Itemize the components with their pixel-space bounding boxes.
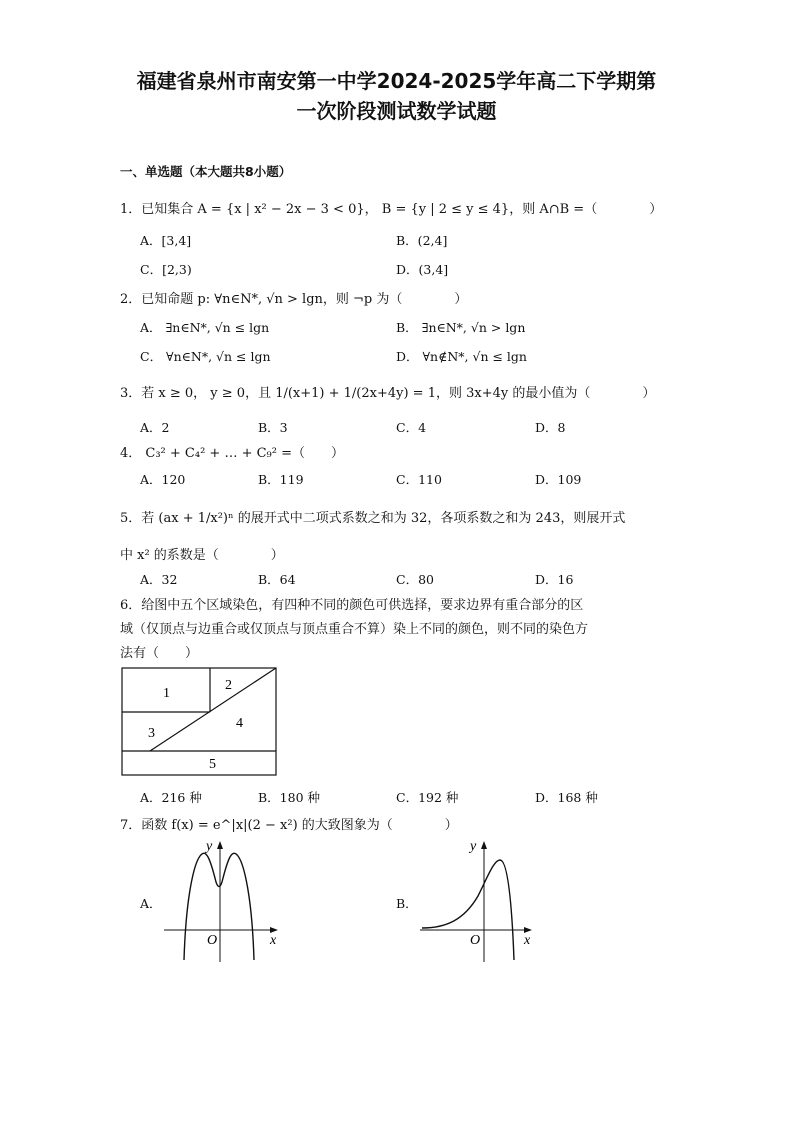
q2-option-a[interactable]: A． ∃n∈N*, √n ≤ lgn — [140, 320, 270, 335]
x-axis-label-b: x — [524, 933, 531, 948]
region-3-label: 3 — [148, 726, 155, 741]
question-7: 7．函数 f(x) = e^|x|(2 − x²) 的大致图象为（ ） — [120, 818, 458, 833]
region-1-label: 1 — [163, 686, 170, 701]
q6-option-d[interactable]: D．168 种 — [535, 790, 598, 805]
q2-option-c[interactable]: C． ∀n∈N*, √n ≤ lgn — [140, 349, 271, 364]
q7-option-b[interactable]: B． — [396, 896, 418, 911]
origin-label-a: O — [207, 933, 218, 948]
y-axis-label-b: y — [470, 839, 477, 854]
title-line-1: 福建省泉州市南安第一中学2024-2025学年高二下学期第 — [136, 69, 657, 93]
question-3: 3．若 x ≥ 0， y ≥ 0，且 1/(x+1) + 1/(2x+4y) = 1，则 3x+4y 的最小值为（ ） — [120, 386, 656, 401]
q5-option-c[interactable]: C．80 — [396, 572, 434, 587]
q2-option-d[interactable]: D． ∀n∉N*, √n ≤ lgn — [396, 349, 527, 364]
x-axis-label-a: x — [270, 933, 277, 948]
q6-option-c[interactable]: C．192 种 — [396, 790, 459, 805]
question-6-line-1: 6．给图中五个区域染色，有四种不同的颜色可供选择，要求边界有重合部分的区 — [120, 598, 584, 613]
title-line-2: 一次阶段测试数学试题 — [296, 99, 497, 123]
q4-option-a[interactable]: A．120 — [140, 472, 186, 487]
q3-option-b[interactable]: B．3 — [258, 420, 288, 435]
q6-option-b[interactable]: B．180 种 — [258, 790, 321, 805]
q3-option-c[interactable]: C．4 — [396, 420, 427, 435]
question-1: 1．已知集合 A = {x | x² − 2x − 3 < 0}， B = {y | 2 ≤ y ≤ 4}，则 A∩B =（ ） — [120, 202, 663, 217]
question-5-line-1: 5．若 (ax + 1/x²)ⁿ 的展开式中二项式系数之和为 32，各项系数之和为 243，则展开式 — [120, 511, 626, 526]
origin-label-b: O — [470, 933, 481, 948]
q2-option-b[interactable]: B． ∃n∈N*, √n > lgn — [396, 320, 526, 335]
q6-option-a[interactable]: A．216 种 — [140, 790, 202, 805]
q7-option-a[interactable]: A． — [140, 896, 162, 911]
graph-option-b[interactable] — [416, 836, 540, 962]
q5-option-a[interactable]: A．32 — [140, 572, 178, 587]
region-2-label: 2 — [225, 678, 232, 693]
section-heading: 一、单选题（本大题共8小题） — [120, 164, 292, 179]
graph-option-a[interactable] — [160, 836, 284, 962]
region-4-label: 4 — [236, 716, 243, 731]
question-6-line-3: 法有（ ） — [120, 646, 199, 661]
q5-option-b[interactable]: B．64 — [258, 572, 296, 587]
question-2: 2．已知命题 p: ∀n∈N*, √n > lgn，则 ¬p 为（ ） — [120, 292, 468, 307]
question-5-line-2: 中 x² 的系数是（ ） — [120, 548, 284, 563]
q1-option-a[interactable]: A．[3,4] — [140, 233, 192, 248]
region-5-label: 5 — [209, 757, 216, 772]
q4-option-d[interactable]: D．109 — [535, 472, 582, 487]
question-6-line-2: 域（仅顶点与边重合或仅顶点与顶点重合不算）染上不同的颜色，则不同的染色方 — [120, 622, 589, 637]
q4-option-c[interactable]: C．110 — [396, 472, 442, 487]
question-4: 4． C₃² + C₄² + … + C₉² =（ ） — [120, 446, 345, 461]
y-axis-label-a: y — [206, 839, 213, 854]
q5-option-d[interactable]: D．16 — [535, 572, 574, 587]
q3-option-d[interactable]: D．8 — [535, 420, 566, 435]
q1-option-d[interactable]: D．(3,4] — [396, 262, 449, 277]
q3-option-a[interactable]: A．2 — [140, 420, 170, 435]
coloring-region-diagram — [118, 664, 282, 778]
q1-option-b[interactable]: B．(2,4] — [396, 233, 448, 248]
q4-option-b[interactable]: B．119 — [258, 472, 304, 487]
q1-option-c[interactable]: C．[2,3) — [140, 262, 192, 277]
